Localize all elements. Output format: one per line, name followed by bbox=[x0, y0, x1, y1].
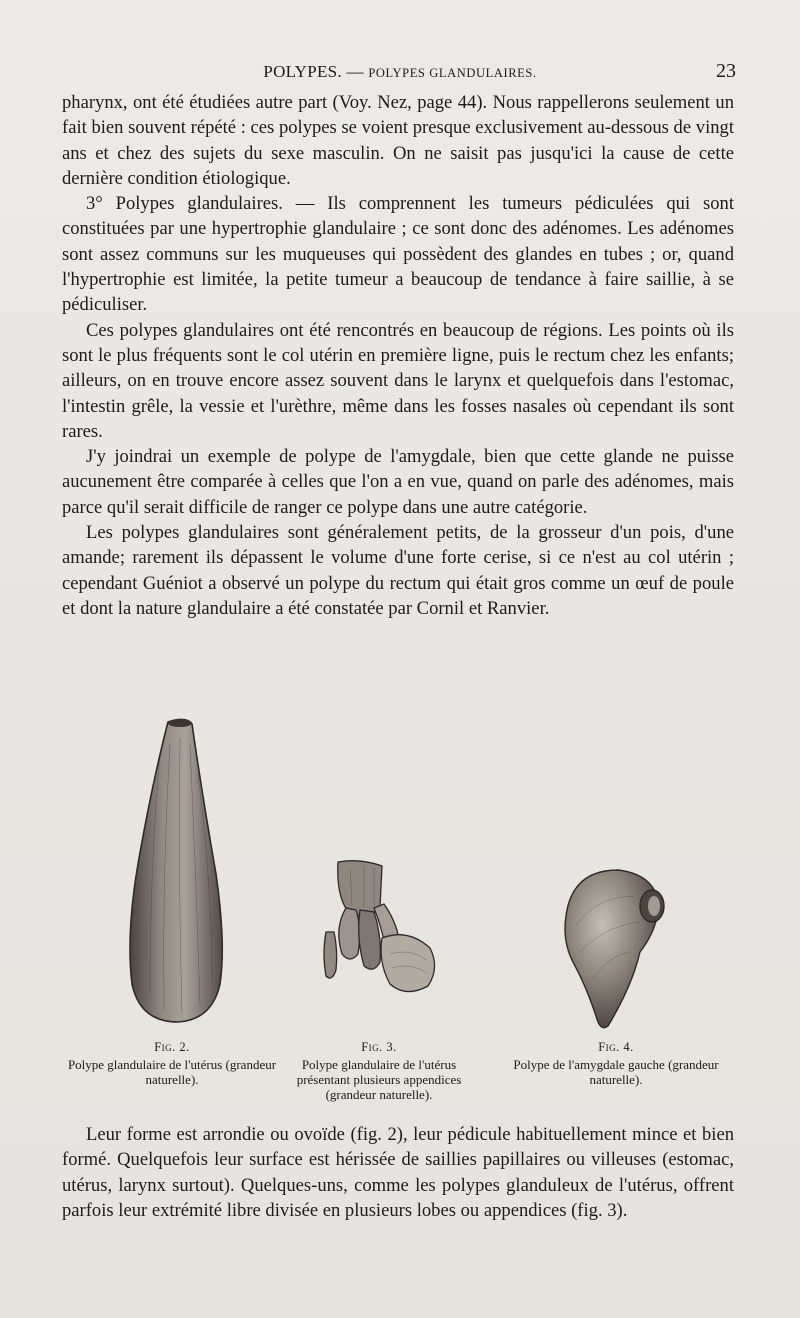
figure-label: Fig. 4. bbox=[598, 1040, 634, 1054]
running-title bbox=[62, 62, 738, 82]
page-number: 23 bbox=[716, 60, 736, 82]
paragraph: Ces polypes glandulaires ont été rencontrés en beaucoup de régions. Les points où ils sont le plus fréquents sont le col utérin en première ligne, puis le rectum chez les enfants; ailleurs, on en trouve encore assez souvent dans le larynx et quelquefois dans l'estomac, l'intestin grêle, la vessie et l'urèthre, même dans les fosses nasales où cependant ils sont rares. bbox=[62, 319, 734, 442]
figure-caption-2 bbox=[62, 1040, 282, 1087]
paragraph: pharynx, ont été étudiées autre part (Voy. Nez, page 44). Nous rappellerons seulement un fait bien souvent répété : ces polypes se voient presque exclusivement au-dessous de vingt ans et chez des sujets du sexe masculin. On ne saisit pas jusqu'ici la cause de cette dernière condition étiologique. bbox=[62, 92, 734, 189]
running-title-sub: POLYPES GLANDULAIRES. bbox=[368, 66, 537, 80]
body-text-top bbox=[62, 90, 734, 621]
figure-caption-4 bbox=[498, 1040, 734, 1087]
figure-caption-text: Polype glandulaire de l'utérus présentant plusieurs appendices (grandeur naturelle). bbox=[296, 1057, 462, 1102]
figure-label: Fig. 3. bbox=[361, 1040, 397, 1054]
tonsil-polyp-illustration bbox=[556, 856, 672, 1036]
paragraph: J'y joindrai un exemple de polype de l'amygdale, bien que cette glande ne puisse aucunement être comparée à celles que l'on a en vue, quand on parle des adénomes, mais parce qu'il serait difficile de ranger ce polype dans une autre catégorie. bbox=[62, 446, 734, 518]
figure-caption-text: Polype glandulaire de l'utérus (grandeur naturelle). bbox=[67, 1057, 277, 1087]
paragraph: Les polypes glandulaires sont généralement petits, de la grosseur d'un pois, d'une amande; rarement ils dépassent le volume d'une forte cerise, si ce n'est au col utérin ; cependant Guéniot a observé un polype du rectum qui était gros comme un œuf de poule et dont la nature glandulaire a été constatée par Cornil et Ranvier. bbox=[62, 522, 734, 619]
figure-label: Fig. 2. bbox=[154, 1040, 190, 1054]
figure-row bbox=[62, 708, 738, 1108]
elongated-polyp-illustration bbox=[120, 714, 230, 1030]
figure-caption-text: Polype de l'amygdale gauche (grandeur naturelle). bbox=[513, 1057, 719, 1087]
running-title-main: POLYPES. — bbox=[263, 62, 364, 81]
lobed-polyp-illustration bbox=[320, 858, 450, 1008]
figure-caption-3 bbox=[274, 1040, 484, 1102]
paragraph: 3° Polypes glandulaires. — Ils comprennent les tumeurs pédiculées qui sont constituées par une hypertrophie glandulaire ; ce sont donc des adénomes. Les adénomes sont assez communs sur les muqueuses qui possèdent des glandes en tubes ; or, quand l'hypertrophie est limitée, la petite tumeur a beaucoup de tendance à faire saillie, à se pédiculiser. bbox=[62, 193, 734, 316]
running-header bbox=[62, 58, 738, 86]
body-text-bottom bbox=[62, 1122, 734, 1223]
paragraph: Leur forme est arrondie ou ovoïde (fig. 2), leur pédicule habituellement mince et bien formé. Quelquefois leur surface est hérissée de saillies papillaires ou villeuses (estomac, utérus, larynx surtout). Quelques-uns, comme les polypes glanduleux de l'utérus, offrent parfois leur extrémité libre divisée en plusieurs lobes ou appendices (fig. 3). bbox=[62, 1124, 734, 1221]
